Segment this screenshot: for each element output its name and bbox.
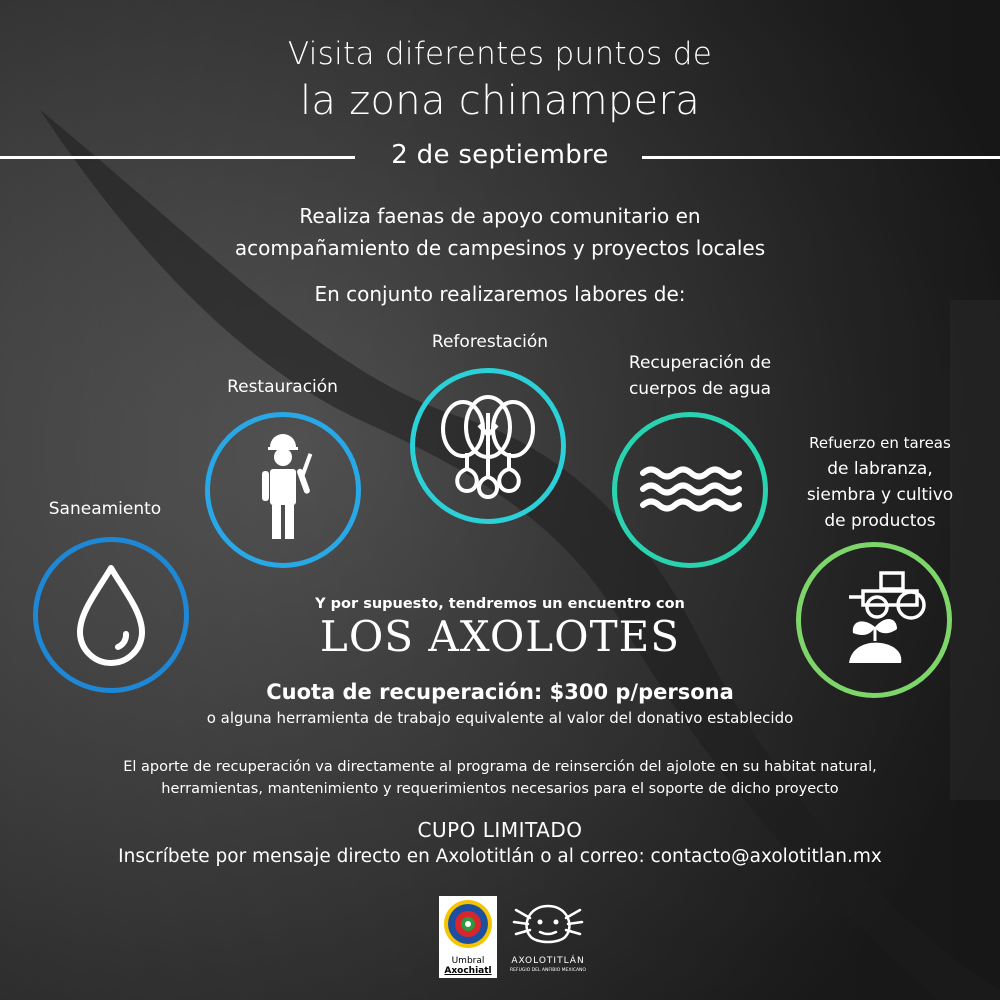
recuperacion-label-line2: cuerpos de agua	[628, 379, 772, 399]
page-title-line1: Visita diferentes puntos de	[287, 36, 713, 72]
axolotitlan-logo	[504, 896, 592, 978]
axolotitlan-logo-sub: REFUGIO DEL ANFIBIO MEXICANO	[510, 968, 586, 973]
cupo-limitado: CUPO LIMITADO	[417, 818, 583, 842]
recuperacion-label-line1: Recuperación de	[628, 353, 772, 373]
page-title-line2: la zona chinampera	[299, 78, 701, 124]
labranza-label-line3: siembra y cultivo	[806, 485, 954, 505]
saneamiento-label: Saneamiento	[48, 499, 162, 519]
intro-text	[0, 200, 1000, 264]
encuentro-subtitle: Y por supuesto, tendremos un encuentro con	[315, 596, 685, 612]
restauracion-circle	[205, 412, 361, 568]
aporte-text	[0, 756, 1000, 800]
umbral-axochiatl-logo	[439, 896, 497, 978]
labranza-label	[790, 430, 970, 534]
umbral-emblem-icon	[439, 896, 497, 952]
aporte-line2: herramientas, mantenimiento y requerimientos necesarios para el soporte de dicho proyecto	[161, 781, 839, 797]
encuentro-title: LOS AXOLOTES	[319, 612, 681, 661]
labranza-label-line1: Refuerzo en tareas	[809, 434, 951, 452]
activities-lead: En conjunto realizaremos labores de:	[314, 282, 686, 306]
recuperacion-label	[605, 350, 795, 402]
umbral-logo-line1: Umbral	[451, 956, 485, 966]
event-date: 2 de septiembre	[391, 140, 609, 170]
axolotl-head-icon	[504, 896, 592, 952]
water-waves-icon	[617, 417, 763, 563]
inscripcion-text: Inscríbete por mensaje directo en Axolotitlán o al correo: contacto@axolotitlan.mx	[118, 846, 882, 867]
cuota-note: o alguna herramienta de trabajo equivalente al valor del donativo establecido	[206, 709, 794, 727]
recuperacion-circle	[612, 412, 768, 568]
labranza-label-line2: de labranza,	[827, 459, 933, 479]
reforestacion-circle	[410, 368, 566, 524]
intro-line1: Realiza faenas de apoyo comunitario en	[299, 204, 701, 228]
cuota-title: Cuota de recuperación: $300 p/persona	[266, 680, 734, 704]
aporte-line1: El aporte de recuperación va directamente al programa de reinserción del ajolote en su habitat natural,	[123, 759, 877, 775]
umbral-logo-line2: Axochiatl	[444, 966, 492, 976]
reforestacion-label: Reforestación	[431, 332, 549, 352]
trees-icon	[415, 373, 561, 519]
labranza-label-line4: de productos	[824, 511, 936, 531]
intro-line2: acompañamiento de campesinos y proyectos locales	[234, 236, 766, 260]
axolotitlan-logo-name: AXOLOTITLÁN	[511, 956, 585, 966]
restauracion-label: Restauración	[227, 377, 338, 397]
worker-icon	[210, 417, 356, 563]
